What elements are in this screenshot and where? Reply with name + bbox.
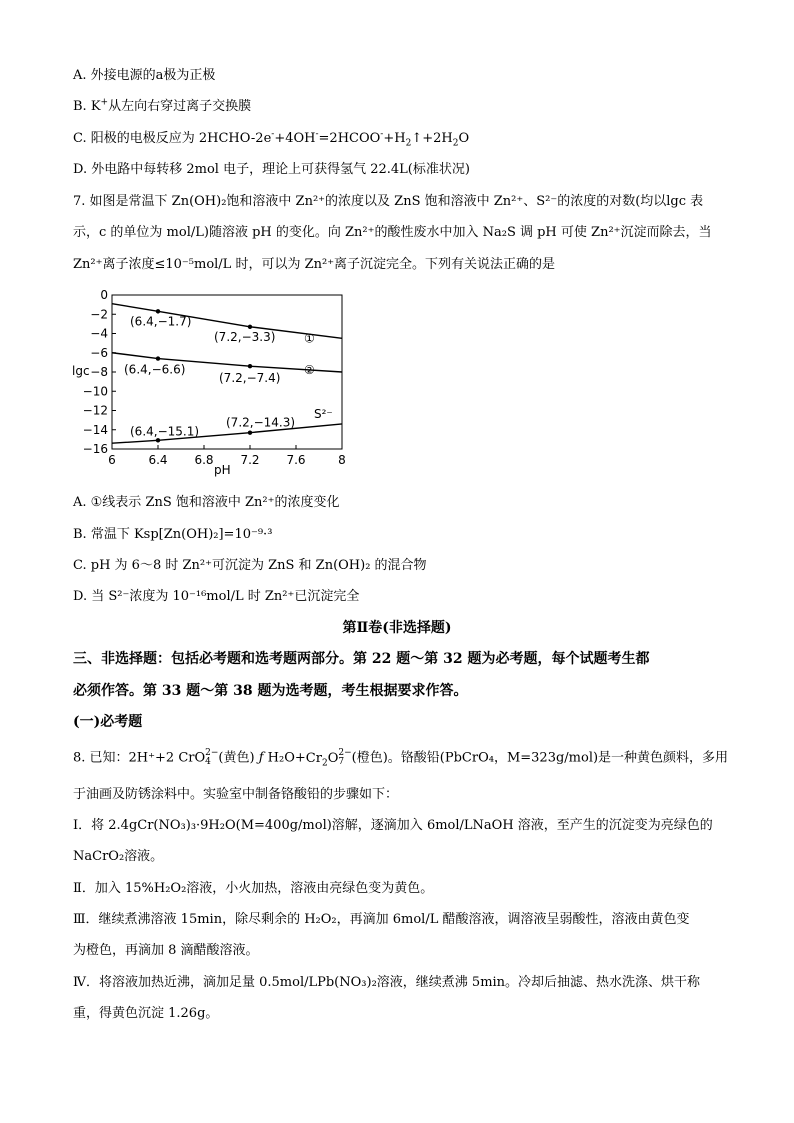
y-tick-label: −12: [82, 403, 108, 418]
y-tick-label: −4: [90, 326, 108, 341]
q8-line1-mid: (黄色): [218, 750, 255, 766]
q6-option-d: D. 外电路中每转移 2mol 电子，理论上可获得氢气 22.4L(标准状况): [73, 162, 470, 177]
q7-stem-line1: 7. 如图是常温下 Zn(OH)₂饱和溶液中 Zn²⁺的浓度以及 ZnS 饱和溶液中 Zn²⁺、S²⁻的浓度的对数(均以lgc 表: [73, 194, 704, 209]
data-label: (6.4,−1.7): [130, 314, 192, 329]
q6-option-c: C. 阳极的电极反应为 $2HCHO-2e^-+4OH^-=2HCOO^-+H_2↑+2H_2O$: [73, 129, 470, 149]
data-label: (6.4,−15.1): [130, 424, 200, 439]
q6-option-c-4: +H: [383, 131, 406, 146]
q7-stem-line2: 示，c 的单位为 mol/L)随溶液 pH 的变化。向 Zn²⁺的酸性废水中加入 Na₂S 调 pH 可使 Zn²⁺沉淀而除去，当: [73, 225, 712, 240]
q8-step3-line1: Ⅲ．继续煮沸溶液 15min，除尽剩余的 H₂O₂，再滴加 6mol/L 醋酸溶液，调溶液呈弱酸性，溶液由黄色变: [73, 912, 690, 927]
y-tick-label: −16: [82, 442, 108, 456]
x-axis-label: pH: [214, 463, 231, 477]
q8-step1-line1: Ⅰ．将 2.4gCr(NO₃)₃·9H₂O(M=400g/mol)溶解，逐滴加入 6mol/LNaOH 溶液，至产生的沉淀变为亮绿色的: [73, 818, 713, 833]
y-tick-label: −10: [82, 384, 108, 399]
q7-stem-line3: Zn²⁺离子浓度≤10⁻⁵mol/L 时，可以为 Zn²⁺离子沉淀完全。下列有关说法正确的是: [73, 257, 556, 272]
x-tick-label: 7.2: [240, 453, 260, 467]
section-title: 第Ⅱ卷(非选择题): [342, 620, 452, 636]
q6-option-c-5: ↑+2H: [411, 131, 453, 146]
y-tick-label: −14: [82, 422, 108, 437]
q8-line1-post: (橙色)。铬酸铅(PbCrO₄，M=323g/mol)是一种黄色颜料，多用: [351, 750, 729, 766]
data-label: (7.2,−3.3): [214, 329, 276, 344]
data-point: [156, 438, 160, 442]
q6-option-c-1: C. 阳极的电极反应为 2HCHO-2e: [73, 131, 272, 146]
q8-step1-line2: NaCrO₂溶液。: [73, 849, 164, 864]
equilibrium-symbol: ƒ: [258, 750, 264, 766]
y-tick-label: −6: [90, 345, 108, 360]
y-axis-label: lgc: [72, 364, 90, 378]
q7-option-c: C. pH 为 6～8 时 Zn²⁺可沉淀为 ZnS 和 Zn(OH)₂ 的混合物: [73, 558, 427, 573]
q8-line1-mid2: H₂O+: [267, 750, 306, 766]
data-point: [248, 364, 252, 368]
x-tick-label: 6.4: [148, 453, 168, 467]
q8-line1: [73, 749, 728, 768]
q8-step4-line2: 重，得黄色沉淀 1.26g。: [73, 1006, 219, 1021]
q6-option-c-6: O: [458, 131, 470, 146]
dichromate-ion: $Cr_2O$ 2− 7: [305, 748, 352, 769]
data-label: (6.4,−6.6): [124, 362, 186, 377]
q8-step4-line1: Ⅳ．将溶液加热近沸，滴加足量 0.5mol/LPb(NO₃)₂溶液，继续煮沸 5min。冷却后抽滤、热水洗涤、烘干称: [73, 975, 701, 990]
q8-line2: 于油画及防锈涂料中。实验室中制备铬酸铅的步骤如下：: [73, 787, 399, 802]
q7-option-a: A. ①线表示 ZnS 饱和溶液中 Zn²⁺的浓度变化: [73, 495, 340, 510]
q8-step2: Ⅱ．加入 15%H₂O₂溶液，小火加热，溶液由亮绿色变为黄色。: [73, 881, 434, 896]
data-label: (7.2,−7.4): [219, 371, 281, 386]
chromate-ion: CrO 2− 4: [178, 748, 219, 767]
x-tick-label: 8: [338, 453, 346, 467]
q6-option-b-post: 从左向右穿过离子交换膜: [108, 99, 252, 114]
q7-option-b: B. 常温下 Ksp[Zn(OH)₂]=10⁻⁹·³: [73, 527, 273, 542]
data-point: [248, 430, 252, 434]
q8-line1-pre: 8. 已知：2H⁺+2: [73, 750, 175, 766]
q8-step3-line2: 为橙色，再滴加 8 滴醋酸溶液。: [73, 943, 259, 958]
y-tick-label: −2: [90, 307, 108, 322]
y-tick-label: −8: [90, 365, 108, 379]
data-label: (7.2,−14.3): [226, 415, 296, 430]
q6-option-c-2: +4OH: [274, 131, 316, 146]
data-point: [156, 309, 160, 313]
x-tick-label: 6.8: [194, 453, 214, 467]
data-point: [248, 325, 252, 329]
q6-option-c-3: =2HCOO: [318, 131, 381, 146]
x-tick-label: 6: [108, 453, 116, 467]
lgc-ph-chart: [68, 284, 368, 480]
q6-option-b-pre: B. K: [73, 99, 101, 114]
series-name-label: ②: [304, 363, 315, 377]
q7-option-d: D. 当 S²⁻浓度为 10⁻¹⁶mol/L 时 Zn²⁺已沉淀完全: [73, 589, 360, 604]
section-intro-line1: 三、非选择题：包括必考题和选考题两部分。第 22 题～第 32 题为必考题，每个试题考生都: [73, 651, 650, 667]
section-intro-line2: 必须作答。第 33 题～第 38 题为选考题，考生根据要求作答。: [73, 683, 468, 699]
series-name-label: S²⁻: [314, 406, 333, 421]
x-tick-label: 7.6: [286, 453, 306, 467]
data-point: [156, 356, 160, 360]
q6-option-a: A. 外接电源的a极为正极: [73, 68, 216, 83]
section-sub: (一)必考题: [73, 714, 143, 730]
q6-option-b: B. K+从左向右穿过离子交换膜: [73, 97, 252, 114]
series-name-label: ①: [304, 331, 315, 346]
y-tick-label: 0: [100, 288, 108, 302]
